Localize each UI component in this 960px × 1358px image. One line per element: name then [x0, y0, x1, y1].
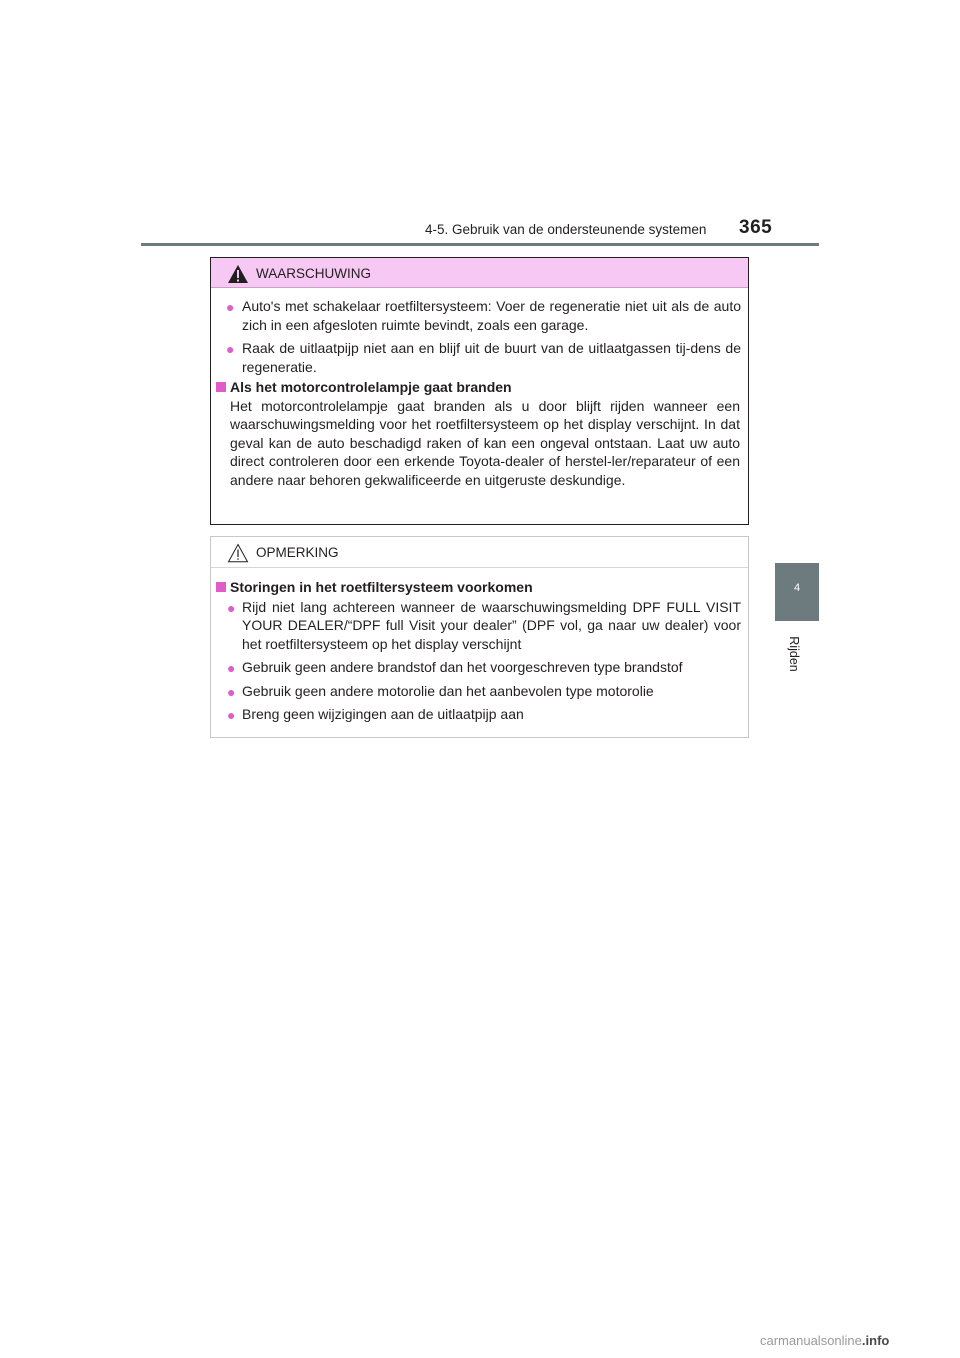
notice-bullet-4: ● Breng geen wijzigingen aan de uitlaatpijp aan [227, 706, 524, 723]
notice-header [211, 537, 748, 568]
page-number: 365 [739, 217, 773, 238]
square-bullet-icon [216, 582, 226, 592]
watermark: carmanualsonline.info [760, 1333, 890, 1348]
square-bullet-icon [216, 382, 226, 392]
notice-section-heading: Storingen in het roetfiltersysteem voorkomen [211, 578, 748, 597]
warning-content [211, 297, 748, 489]
warning-bullet-1: ● Auto's met schakelaar roetfiltersysteem: Voer de regeneratie niet uit als de auto zich in een afgesloten ruimte bevindt, zoals een garage. [226, 298, 741, 333]
warning-bullet-2: ● Raak de uitlaatpijp niet aan en blijf uit de buurt van de uitlaatgassen tij-dens de regeneratie. [226, 340, 741, 375]
chapter-label [786, 632, 800, 676]
caution-triangle-icon [227, 543, 249, 563]
warning-header [211, 258, 748, 288]
notice-bullet-3: ● Gebruik geen andere motorolie dan het aanbevolen type motorolie [227, 682, 654, 700]
warning-triangle-icon [227, 264, 249, 284]
notice-bullet-2: ● Gebruik geen andere brandstof dan het voorgeschreven type brandstof [227, 659, 683, 676]
warning-section-heading: Als het motorcontrolelampje gaat branden [211, 378, 748, 397]
notice-box [210, 536, 749, 738]
bullet-dot-icon: ● [227, 707, 236, 723]
bullet-dot-icon: ● [227, 599, 236, 616]
warning-section-text: Het motorcontrolelampje gaat branden als u door blijft rijden wanneer een waarschuwingsmelding voor het roetfiltersysteem op het display verschijnt. In dat geval kan de auto beschadigd raken of kan een ongeval ontstaan. Laat uw auto direct controleren door een erkende Toyota-dealer of herstel-ler/reparateur of een andere naar behoren gekwalificeerde en uitgeruste deskundige. [230, 397, 740, 488]
warning-box [210, 257, 749, 525]
notice-bullet-1: ● Rijd niet lang achtereen wanneer de waarschuwingsmelding DPF FULL VISIT YOUR DEALER/“DPF full Visit your dealer” (DPF vol, ga naar uw dealer) voor het roetfiltersysteem op het display verschijnt [227, 598, 741, 652]
bullet-dot-icon: ● [227, 660, 236, 676]
header-rule [141, 243, 819, 246]
bullet-dot-icon: ● [227, 683, 236, 700]
bullet-dot-icon: ● [226, 299, 235, 315]
notice-content [211, 578, 748, 724]
bullet-dot-icon: ● [226, 341, 235, 357]
chapter-tab: 4 [775, 563, 819, 621]
chapter-label-text: Rijden [787, 636, 801, 672]
notice-title: OPMERKING [256, 545, 339, 560]
running-header: 4-5. Gebruik van de ondersteunende systemen [425, 222, 707, 237]
warning-title: WAARSCHUWING [256, 266, 371, 281]
